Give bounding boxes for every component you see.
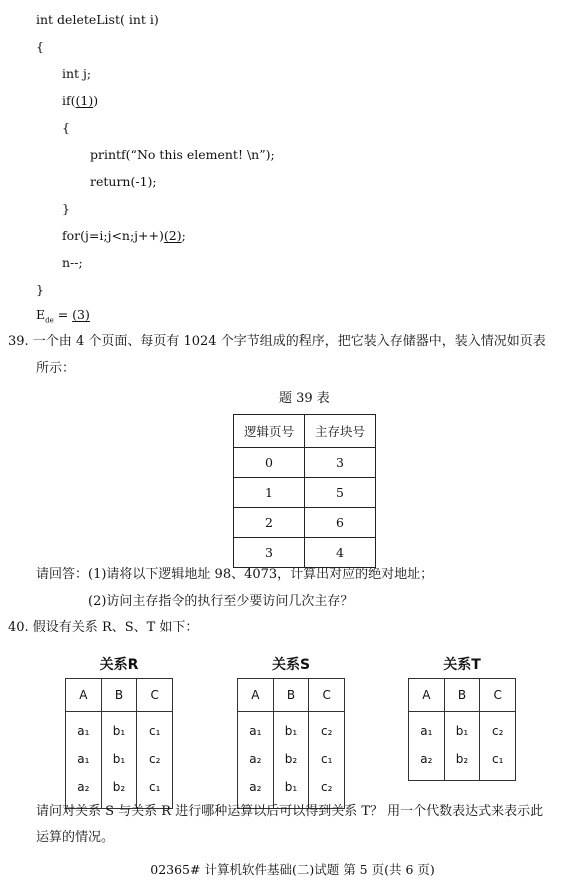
- relation-s-title: 关系S: [271, 657, 311, 673]
- cell: a₁: [409, 712, 445, 746]
- cell: c₁: [137, 773, 173, 809]
- cell-memory-block: 3: [305, 448, 376, 478]
- cell: a₂: [66, 773, 102, 809]
- cell: c₂: [480, 712, 516, 746]
- col-c-header: C: [480, 679, 516, 712]
- col-b-header: B: [273, 679, 309, 712]
- cell: b₁: [273, 712, 309, 746]
- cell-logical-page: 0: [234, 448, 305, 478]
- code-line-for: [62, 228, 186, 244]
- relation-s: [237, 654, 345, 800]
- code-brace-close: }: [36, 282, 44, 297]
- table-row: [409, 712, 516, 746]
- table-row: [234, 478, 376, 508]
- blank-1: (1): [75, 93, 94, 108]
- relation-t-table: [408, 678, 516, 781]
- col-a-header: A: [66, 679, 102, 712]
- q40-line1: 40. 假设有关系 R、S、T 如下：: [8, 620, 199, 635]
- header-logical-page: 逻辑页号: [234, 415, 305, 448]
- cell: c₂: [309, 773, 345, 809]
- col-a-header: A: [409, 679, 445, 712]
- code-line-ede: [36, 307, 90, 329]
- cell-logical-page: 1: [234, 478, 305, 508]
- q39-line1: 39. 一个由 4 个页面、每页有 1024 个字节组成的程序，把它装入存储器中，装入情况如页表: [8, 334, 546, 349]
- ede-equals: =: [53, 307, 73, 322]
- cell: b₁: [444, 712, 480, 746]
- cell: c₂: [309, 712, 345, 746]
- relation-t: [408, 654, 516, 774]
- ede-symbol: E: [36, 307, 46, 322]
- cell-logical-page: 3: [234, 538, 305, 568]
- q40-ask1: 请问对关系 S 与关系 R 进行哪种运算以后可以得到关系 T？ 用一个代数表达式来表示此: [36, 804, 544, 819]
- cell: a₂: [409, 745, 445, 781]
- code-line-decrement: n--;: [62, 255, 83, 270]
- table-row: [234, 448, 376, 478]
- cell: c₁: [137, 712, 173, 746]
- code-line-return: return(-1);: [90, 174, 157, 189]
- q39-ask2: (2)访问主存指令的执行至少要访问几次主存？: [88, 594, 354, 609]
- code-line-printf: printf(“No this element! \n”);: [90, 147, 275, 162]
- table-row: [238, 712, 345, 746]
- cell-memory-block: 5: [305, 478, 376, 508]
- relation-s-table: [237, 678, 345, 809]
- cell: a₁: [66, 712, 102, 746]
- page-footer: 02365# 计算机软件基础(二)试题 第 5 页(共 6 页): [150, 862, 435, 877]
- cell-logical-page: 2: [234, 508, 305, 538]
- col-b-header: B: [444, 679, 480, 712]
- code-if-brace-open: {: [62, 120, 70, 135]
- cell: b₂: [273, 745, 309, 773]
- header-memory-block: 主存块号: [305, 415, 376, 448]
- cell-memory-block: 4: [305, 538, 376, 568]
- q39-table-caption: 题 39 表: [279, 391, 330, 406]
- cell: a₂: [238, 773, 274, 809]
- q39-line2: 所示：: [36, 361, 76, 376]
- table-row: [234, 508, 376, 538]
- col-a-header: A: [238, 679, 274, 712]
- table-row: [238, 745, 345, 773]
- table-row: [66, 745, 173, 773]
- cell: b₁: [101, 745, 137, 773]
- relation-r-title: 关系R: [99, 657, 139, 673]
- blank-3: (3): [72, 307, 90, 322]
- q40-ask2: 运算的情况。: [36, 830, 115, 845]
- cell-memory-block: 6: [305, 508, 376, 538]
- cell: a₁: [66, 745, 102, 773]
- code-for-suffix: ;: [181, 228, 186, 243]
- page-table-header: [234, 415, 376, 448]
- col-b-header: B: [101, 679, 137, 712]
- relation-t-title: 关系T: [443, 657, 481, 673]
- cell: b₁: [101, 712, 137, 746]
- relation-r: [65, 654, 173, 800]
- blank-2: (2): [163, 228, 182, 243]
- page-table: [233, 414, 376, 568]
- ede-subscript: de: [45, 316, 54, 325]
- cell: c₂: [137, 745, 173, 773]
- code-if-suffix: ): [93, 93, 99, 108]
- code-line-if: [62, 93, 98, 109]
- cell: a₂: [238, 745, 274, 773]
- table-row: [409, 745, 516, 781]
- cell: b₂: [101, 773, 137, 809]
- code-brace-open: {: [36, 39, 44, 54]
- cell: b₂: [444, 745, 480, 781]
- q39-ask1: 请回答：(1)请将以下逻辑地址 98、4073，计算出对应的绝对地址；: [36, 567, 434, 582]
- col-c-header: C: [309, 679, 345, 712]
- code-line-signature: int deleteList( int i): [36, 12, 159, 27]
- cell: a₁: [238, 712, 274, 746]
- table-row: [66, 712, 173, 746]
- relation-r-table: [65, 678, 173, 809]
- col-c-header: C: [137, 679, 173, 712]
- code-line-decl: int j;: [62, 66, 92, 81]
- cell: c₁: [480, 745, 516, 781]
- table-row: [234, 538, 376, 568]
- code-if-brace-close: }: [62, 201, 70, 216]
- cell: b₁: [273, 773, 309, 809]
- code-if-prefix: if(: [62, 93, 76, 108]
- code-for-prefix: for(j=i;j<n;j++): [62, 228, 164, 243]
- cell: c₁: [309, 745, 345, 773]
